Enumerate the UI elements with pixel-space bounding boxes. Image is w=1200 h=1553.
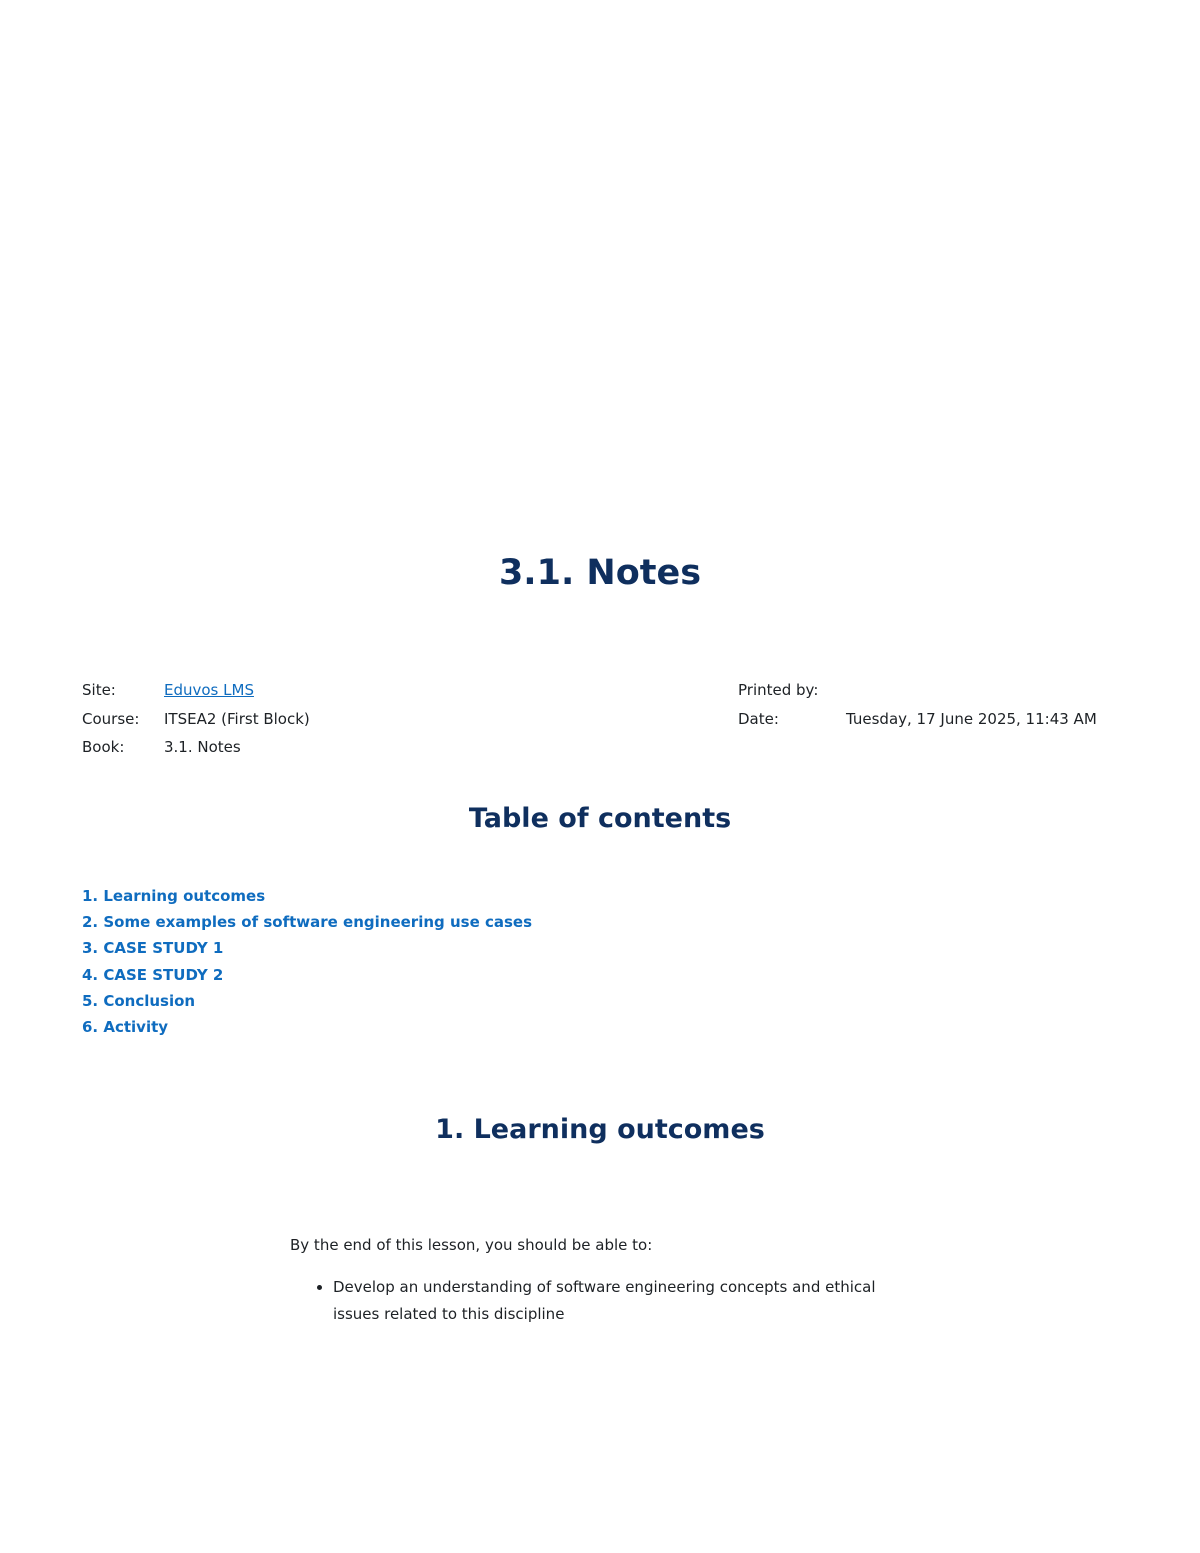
site-row: [82, 676, 310, 705]
course-value: ITSEA2 (First Block): [164, 709, 310, 728]
learning-outcome-item: • Develop an understanding of software engineering concepts and ethical issues related to this discipline: [333, 1274, 890, 1328]
book-label: Book:: [82, 738, 125, 756]
book-value: 3.1. Notes: [164, 738, 241, 756]
site-label: Site:: [82, 681, 116, 699]
toc-item-case-study-2[interactable]: 4. CASE STUDY 2: [82, 965, 224, 984]
toc-item-software-engineering-use-cases[interactable]: 2. Some examples of software engineering use cases: [82, 913, 533, 932]
toc-item-conclusion[interactable]: 5. Conclusion: [82, 991, 196, 1010]
printed-by-label: Printed by:: [738, 681, 819, 699]
site-link[interactable]: Eduvos LMS: [164, 681, 254, 699]
page-title: 3.1. Notes: [498, 553, 702, 593]
date-label: Date:: [738, 709, 779, 728]
learning-outcomes-list: [290, 1274, 890, 1328]
date-row: [738, 705, 1097, 734]
print-info-right: [738, 676, 1097, 733]
book-row: [82, 733, 310, 762]
learning-outcomes-intro: By the end of this lesson, you should be able to:: [290, 1236, 653, 1254]
toc-list: [82, 883, 532, 1040]
course-row: [82, 705, 310, 734]
toc-item-learning-outcomes[interactable]: 1. Learning outcomes: [82, 887, 266, 905]
date-value: Tuesday, 17 June 2025, 11:43 AM: [846, 709, 1097, 728]
course-label: Course:: [82, 709, 140, 728]
print-info-left: [82, 676, 310, 762]
printed-by-row: [738, 676, 1097, 705]
toc-item-case-study-1[interactable]: 3. CASE STUDY 1: [82, 939, 224, 958]
learning-outcomes-heading: 1. Learning outcomes: [435, 1114, 765, 1145]
toc-heading: Table of contents: [468, 803, 732, 834]
toc-item-activity[interactable]: 6. Activity: [82, 1018, 169, 1037]
